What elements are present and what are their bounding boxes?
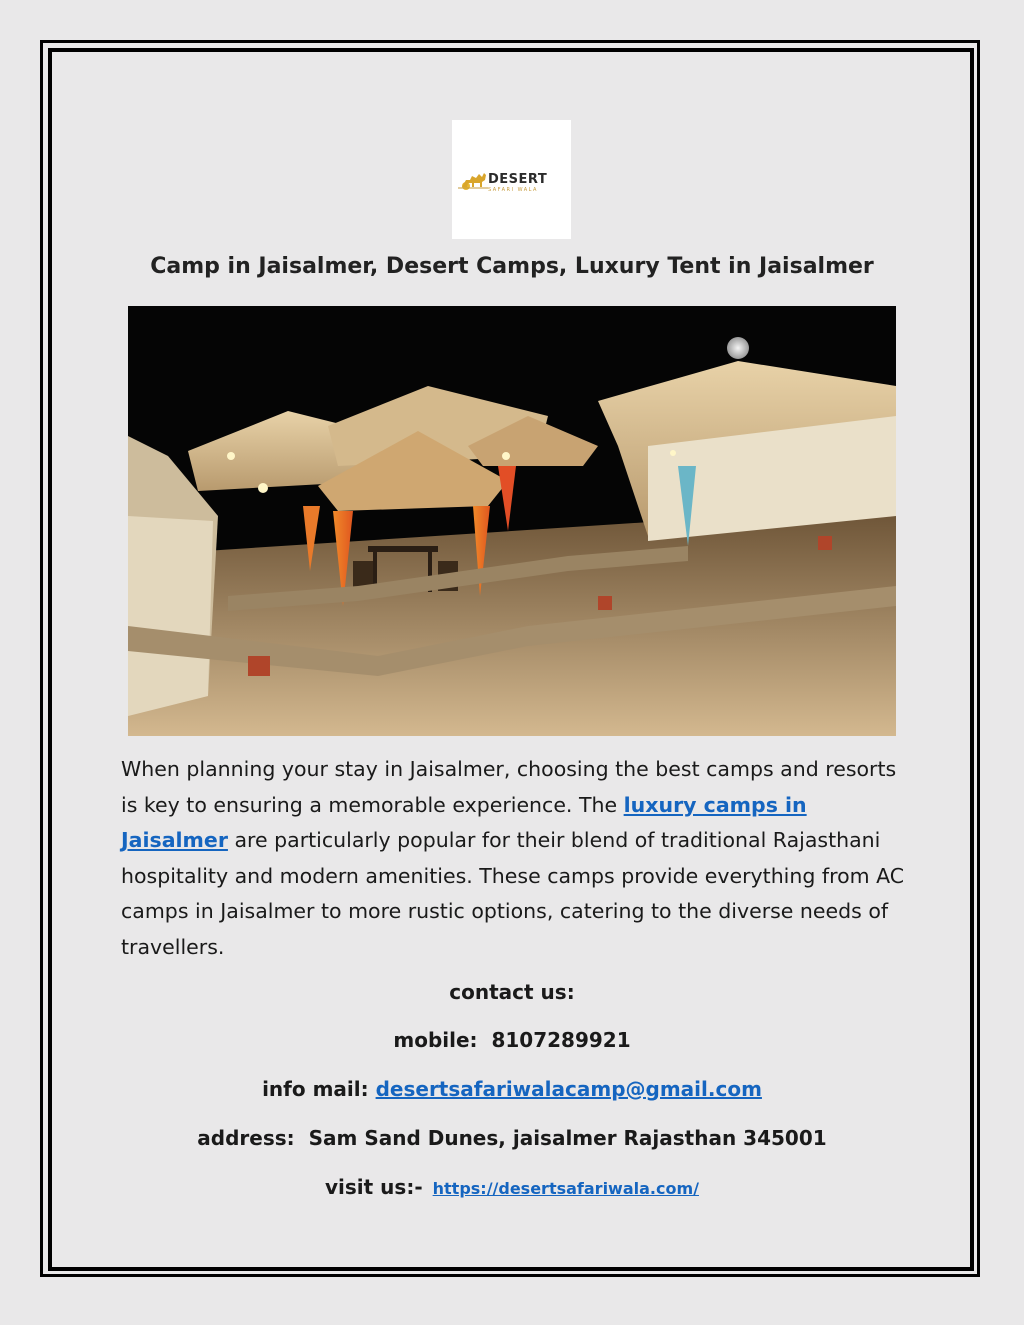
- page-title: Camp in Jaisalmer, Desert Camps, Luxury Tent in Jaisalmer: [150, 254, 874, 279]
- logo-tagline: SAFARI WALA: [488, 187, 538, 193]
- intro-text-before: When planning your stay in Jaisalmer, choosing the best camps and resorts is key to ensuring a memorable experience. The: [121, 757, 897, 817]
- visit-line: [0, 1175, 1024, 1199]
- mobile-value: 8107289921: [491, 1028, 631, 1052]
- intro-text-after: are particularly popular for their blend of traditional Rajasthani hospitality and modern amenities. These camps provide everything from AC camps in Jaisalmer to more rustic options, catering to the diverse needs of travellers.: [121, 828, 905, 959]
- address-value: Sam Sand Dunes, jaisalmer Rajasthan 345001: [308, 1126, 827, 1150]
- brand-logo: [452, 120, 571, 239]
- contact-heading: contact us:: [449, 980, 575, 1004]
- address-line: [0, 1126, 1024, 1150]
- website-link[interactable]: https://desertsafariwala.com/: [432, 1179, 699, 1198]
- mail-label: info mail:: [262, 1077, 369, 1101]
- mobile-label: mobile:: [393, 1028, 478, 1052]
- address-label: address:: [197, 1126, 295, 1150]
- email-link[interactable]: desertsafariwalacamp@gmail.com: [375, 1077, 762, 1101]
- mobile-line: [0, 1028, 1024, 1052]
- intro-paragraph: [121, 752, 911, 965]
- luxury-camps-link[interactable]: luxury camps in Jaisalmer: [121, 792, 807, 852]
- desert-camp-tents-photo: [128, 306, 896, 736]
- logo-brand-text: DESERT: [488, 172, 548, 187]
- visit-label: visit us:-: [325, 1175, 423, 1199]
- mail-line: [0, 1077, 1024, 1101]
